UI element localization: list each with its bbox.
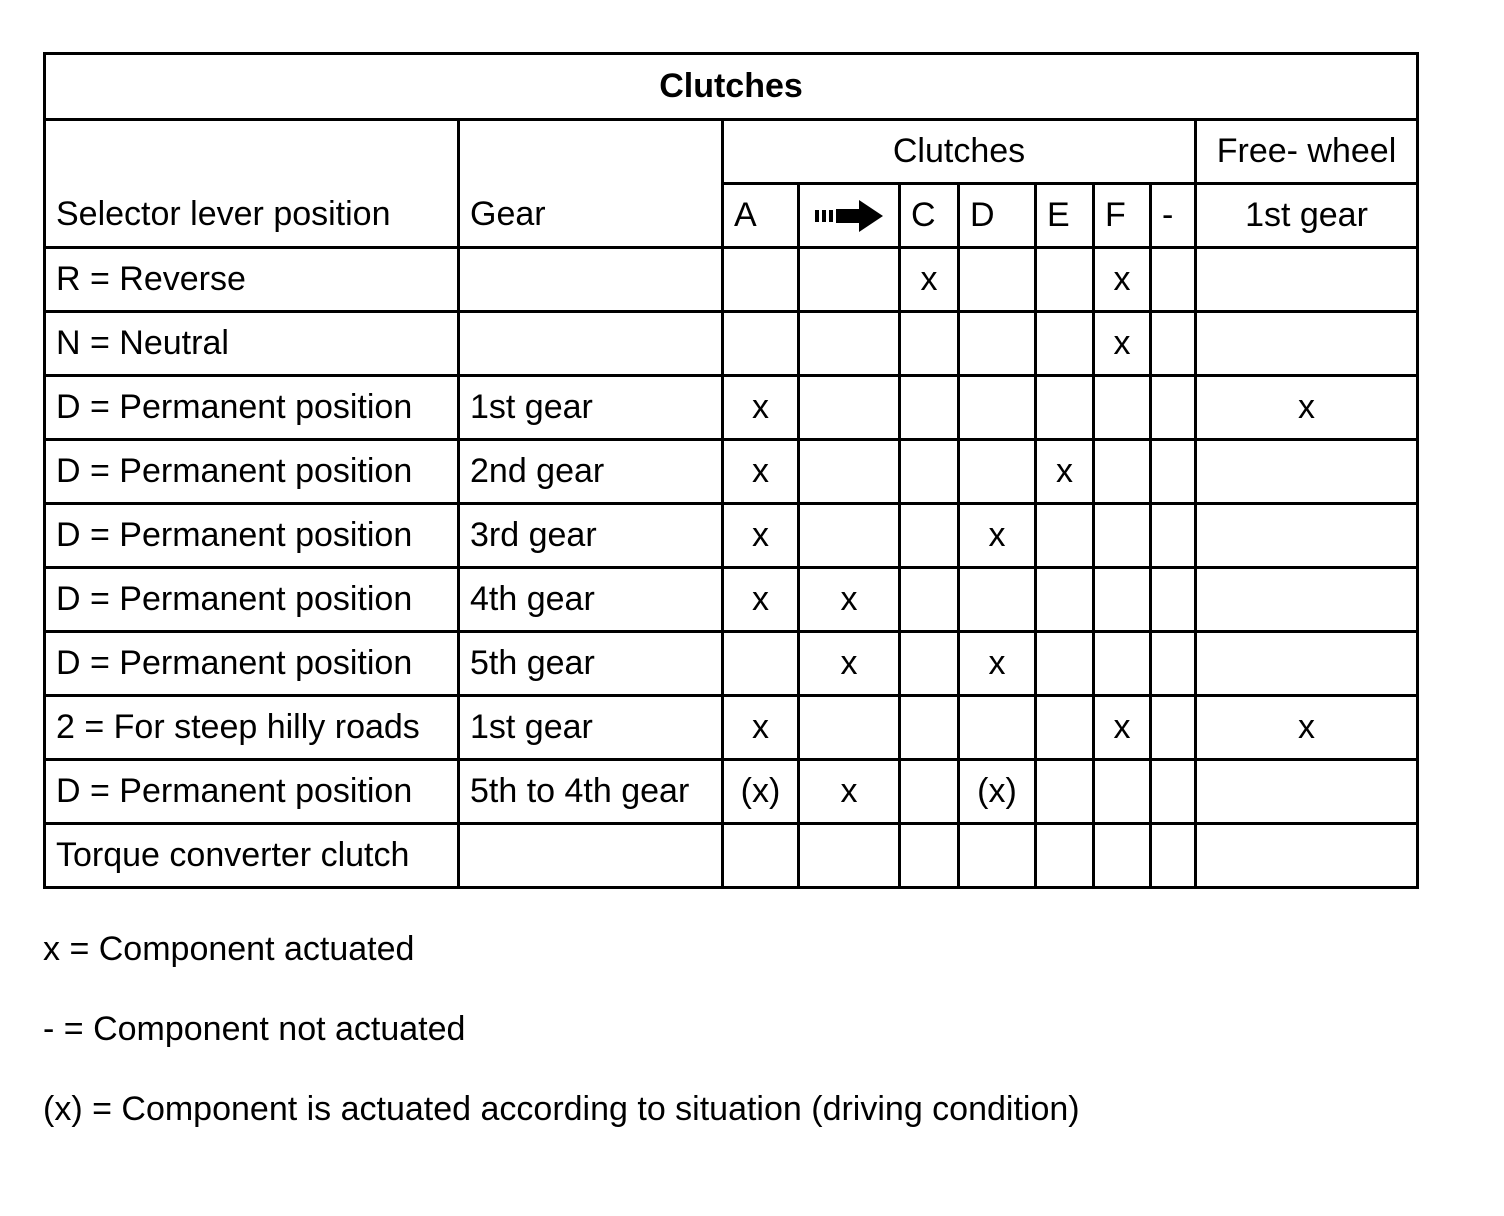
clutch-f-cell: x xyxy=(1094,312,1151,376)
clutch-d-cell: (x) xyxy=(959,760,1036,824)
freewheel-cell xyxy=(1196,632,1418,696)
clutch-a-cell: x xyxy=(723,440,799,504)
clutch-d-cell xyxy=(959,376,1036,440)
gear-cell xyxy=(459,312,723,376)
clutches-group-header: Clutches xyxy=(723,120,1196,184)
clutch-d-cell xyxy=(959,568,1036,632)
selector-cell: D = Permanent position xyxy=(45,376,459,440)
clutch-e-cell xyxy=(1036,376,1094,440)
selector-cell: D = Permanent position xyxy=(45,632,459,696)
freewheel-cell xyxy=(1196,440,1418,504)
clutch-c-cell xyxy=(900,696,959,760)
selector-cell: D = Permanent position xyxy=(45,504,459,568)
selector-header: Selector lever position xyxy=(45,120,459,248)
gear-cell: 5th to 4th gear xyxy=(459,760,723,824)
col-d-header: D xyxy=(959,184,1036,248)
table-row xyxy=(45,568,1418,632)
clutch-c-cell: x xyxy=(900,248,959,312)
col-b-header xyxy=(799,184,900,248)
clutch-dash-cell xyxy=(1151,440,1196,504)
gear-cell: 1st gear xyxy=(459,696,723,760)
table-title: Clutches xyxy=(45,54,1418,120)
clutch-d-cell xyxy=(959,248,1036,312)
table-row xyxy=(45,248,1418,312)
table-row xyxy=(45,440,1418,504)
clutch-b-cell: x xyxy=(799,632,900,696)
clutch-a-cell: x xyxy=(723,696,799,760)
table-row xyxy=(45,504,1418,568)
table-row xyxy=(45,696,1418,760)
gear-cell xyxy=(459,248,723,312)
clutch-b-cell xyxy=(799,376,900,440)
clutch-f-cell xyxy=(1094,760,1151,824)
clutch-f-cell xyxy=(1094,568,1151,632)
clutch-table xyxy=(43,52,1419,889)
freewheel-group-header: Free- wheel xyxy=(1196,120,1418,184)
clutch-f-cell xyxy=(1094,504,1151,568)
clutch-b-cell xyxy=(799,312,900,376)
clutch-a-cell xyxy=(723,632,799,696)
col-f-header: F xyxy=(1094,184,1151,248)
clutch-e-cell xyxy=(1036,760,1094,824)
gear-header: Gear xyxy=(459,120,723,248)
clutch-f-cell xyxy=(1094,376,1151,440)
col-a-header: A xyxy=(723,184,799,248)
clutch-dash-cell xyxy=(1151,376,1196,440)
clutch-d-cell xyxy=(959,696,1036,760)
gear-cell xyxy=(459,824,723,888)
clutch-c-cell xyxy=(900,312,959,376)
freewheel-cell xyxy=(1196,248,1418,312)
clutch-d-cell xyxy=(959,312,1036,376)
clutch-dash-cell xyxy=(1151,696,1196,760)
freewheel-cell xyxy=(1196,760,1418,824)
gear-cell: 5th gear xyxy=(459,632,723,696)
clutch-e-cell xyxy=(1036,632,1094,696)
legend-actuated: x = Component actuated xyxy=(43,930,415,968)
clutch-b-cell xyxy=(799,504,900,568)
clutch-a-cell: x xyxy=(723,376,799,440)
clutch-c-cell xyxy=(900,568,959,632)
freewheel-cell: x xyxy=(1196,376,1418,440)
freewheel-sub-header: 1st gear xyxy=(1196,184,1418,248)
freewheel-cell xyxy=(1196,568,1418,632)
clutch-f-cell: x xyxy=(1094,248,1151,312)
clutch-dash-cell xyxy=(1151,312,1196,376)
clutch-f-cell xyxy=(1094,632,1151,696)
right-arrow-icon xyxy=(813,198,885,234)
gear-cell: 3rd gear xyxy=(459,504,723,568)
clutch-dash-cell xyxy=(1151,504,1196,568)
clutch-dash-cell xyxy=(1151,760,1196,824)
clutch-b-cell xyxy=(799,248,900,312)
col-c-header: C xyxy=(900,184,959,248)
clutch-c-cell xyxy=(900,824,959,888)
clutch-e-cell xyxy=(1036,824,1094,888)
selector-cell: D = Permanent position xyxy=(45,440,459,504)
clutch-c-cell xyxy=(900,632,959,696)
gear-cell: 2nd gear xyxy=(459,440,723,504)
gear-cell: 4th gear xyxy=(459,568,723,632)
clutch-f-cell xyxy=(1094,440,1151,504)
clutch-dash-cell xyxy=(1151,632,1196,696)
clutch-e-cell: x xyxy=(1036,440,1094,504)
table-row xyxy=(45,312,1418,376)
clutch-a-cell xyxy=(723,312,799,376)
clutch-e-cell xyxy=(1036,312,1094,376)
clutch-a-cell xyxy=(723,248,799,312)
clutch-dash-cell xyxy=(1151,248,1196,312)
col-e-header: E xyxy=(1036,184,1094,248)
gear-cell: 1st gear xyxy=(459,376,723,440)
clutch-f-cell xyxy=(1094,824,1151,888)
freewheel-cell xyxy=(1196,824,1418,888)
clutch-e-cell xyxy=(1036,504,1094,568)
selector-cell: Torque converter clutch xyxy=(45,824,459,888)
freewheel-cell: x xyxy=(1196,696,1418,760)
clutch-a-cell: x xyxy=(723,568,799,632)
clutch-d-cell xyxy=(959,824,1036,888)
selector-cell: D = Permanent position xyxy=(45,568,459,632)
clutch-dash-cell xyxy=(1151,824,1196,888)
legend-not-actuated: - = Component not actuated xyxy=(43,1010,466,1048)
table-row xyxy=(45,824,1418,888)
clutch-c-cell xyxy=(900,504,959,568)
table-row xyxy=(45,760,1418,824)
selector-cell: R = Reverse xyxy=(45,248,459,312)
clutch-a-cell: x xyxy=(723,504,799,568)
clutch-b-cell: x xyxy=(799,760,900,824)
clutch-d-cell: x xyxy=(959,504,1036,568)
selector-cell: N = Neutral xyxy=(45,312,459,376)
clutch-f-cell: x xyxy=(1094,696,1151,760)
clutch-b-cell xyxy=(799,440,900,504)
selector-cell: D = Permanent position xyxy=(45,760,459,824)
col-dash-header: - xyxy=(1151,184,1196,248)
selector-cell: 2 = For steep hilly roads xyxy=(45,696,459,760)
clutch-e-cell xyxy=(1036,696,1094,760)
legend-situational: (x) = Component is actuated according to situation (driving condition) xyxy=(43,1090,1080,1128)
freewheel-cell xyxy=(1196,312,1418,376)
clutch-c-cell xyxy=(900,440,959,504)
freewheel-cell xyxy=(1196,504,1418,568)
clutch-c-cell xyxy=(900,376,959,440)
clutch-b-cell xyxy=(799,824,900,888)
clutch-d-cell xyxy=(959,440,1036,504)
clutch-d-cell: x xyxy=(959,632,1036,696)
clutch-c-cell xyxy=(900,760,959,824)
clutch-a-cell xyxy=(723,824,799,888)
clutch-b-cell xyxy=(799,696,900,760)
table-row xyxy=(45,632,1418,696)
clutch-dash-cell xyxy=(1151,568,1196,632)
clutch-a-cell: (x) xyxy=(723,760,799,824)
clutch-e-cell xyxy=(1036,248,1094,312)
table-row xyxy=(45,376,1418,440)
clutch-e-cell xyxy=(1036,568,1094,632)
clutch-b-cell: x xyxy=(799,568,900,632)
table-body xyxy=(45,248,1418,888)
